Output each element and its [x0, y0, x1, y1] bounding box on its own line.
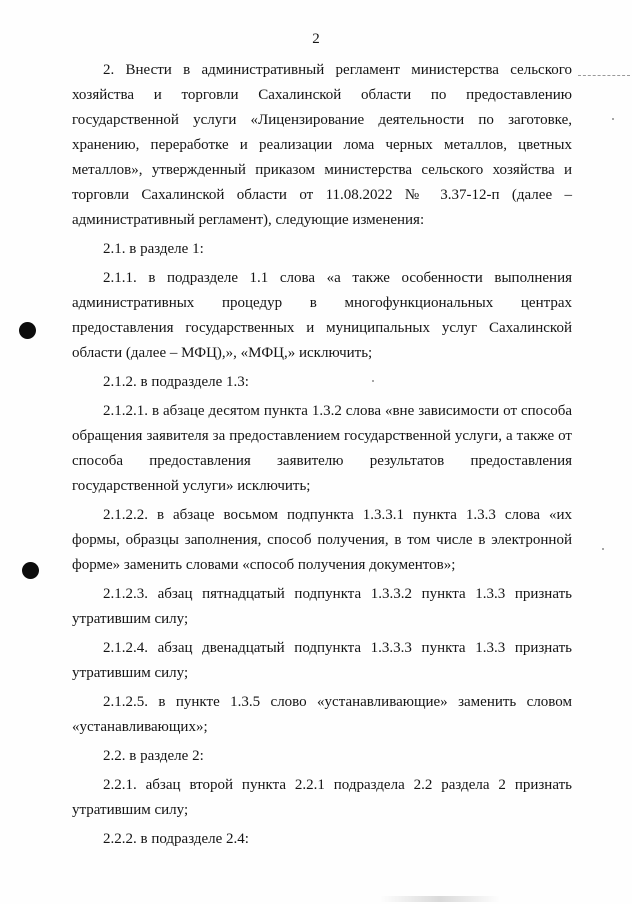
punch-hole [19, 322, 36, 339]
paragraph-item-2: 2. Внести в административный регламент министерства сельского хозяйства и торговли Сахалинской области по предоставлению государственной услуги «Лицензирование деятельности по заготовке, хранению, переработке и реализации лома черных металлов, цветных металлов», утвержденный приказом министерства сельского хозяйства и торговли Сахалинской области от 11.08.2022 № 3.37-12-п (далее – административный регламент), следующие изменения: [72, 62, 572, 228]
paragraph-2-1-2-2: 2.1.2.2. в абзаце восьмом подпункта 1.3.3.1 пункта 1.3.3 слова «их формы, образцы заполнения, способ получения, в том числе в электронной форме» заменить словами «способ получения документов»; [72, 507, 572, 573]
scan-speck [602, 548, 604, 550]
punch-hole [22, 562, 39, 579]
paragraph-2-2: 2.2. в разделе 2: [103, 748, 204, 764]
paragraph-2-2-1: 2.2.1. абзац второй пункта 2.2.1 подраздела 2.2 раздела 2 признать утратившим силу; [72, 777, 572, 818]
paragraph-2-2-2: 2.2.2. в подразделе 2.4: [103, 831, 249, 847]
paragraph-2-1-1: 2.1.1. в подразделе 1.1 слова «а также особенности выполнения административных процедур в многофункциональных центрах предоставления государственных и муниципальных услуг Сахалинской области (далее – МФЦ),», «МФЦ,» исключить; [72, 270, 572, 361]
document-body [72, 58, 572, 856]
paragraph-2-1: 2.1. в разделе 1: [103, 241, 204, 257]
scan-shadow [380, 896, 500, 902]
scan-speck [612, 118, 614, 120]
paragraph-2-1-2-4: 2.1.2.4. абзац двенадцатый подпункта 1.3.3.3 пункта 1.3.3 признать утратившим силу; [72, 640, 572, 681]
paragraph-2-1-2-1: 2.1.2.1. в абзаце десятом пункта 1.3.2 слова «вне зависимости от способа обращения заявителя за предоставлением государственной услуги, а также от способа предоставления заявителю результатов предоставления государственной услуги» исключить; [72, 403, 572, 494]
paragraph-2-1-2-3: 2.1.2.3. абзац пятнадцатый подпункта 1.3.3.2 пункта 1.3.3 признать утратившим силу; [72, 586, 572, 627]
paragraph-2-1-2-5: 2.1.2.5. в пункте 1.3.5 слово «устанавливающие» заменить словом «устанавливающих»; [72, 694, 572, 735]
page-number: 2 [312, 31, 320, 47]
scan-margin-mark [578, 75, 630, 76]
paragraph-2-1-2: 2.1.2. в подразделе 1.3: [103, 374, 249, 390]
